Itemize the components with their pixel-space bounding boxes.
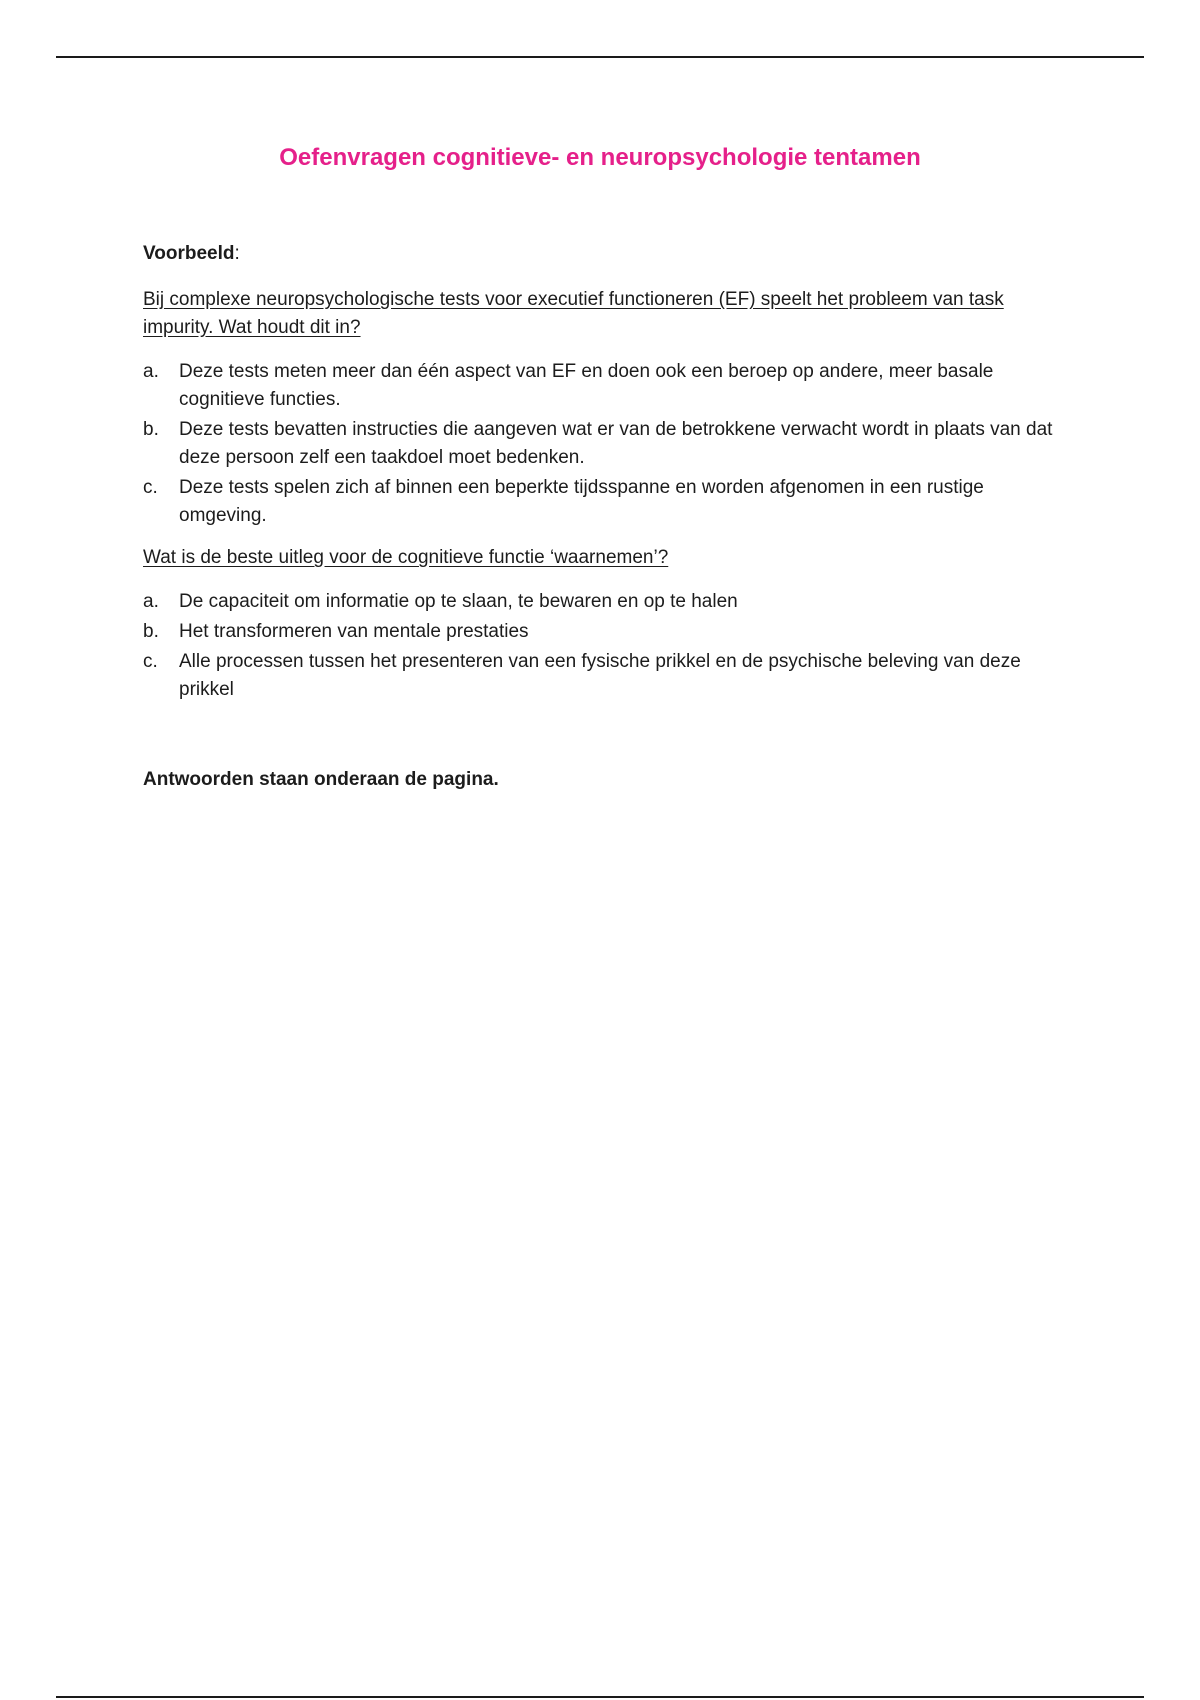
option-text: Alle processen tussen het presenteren van een fysische prikkel en de psychische beleving van deze prikkel xyxy=(179,651,1021,700)
document-body xyxy=(143,240,1063,813)
answers-note: Antwoorden staan onderaan de pagina. xyxy=(143,769,499,790)
question-text: Bij complexe neuropsychologische tests voor executief functioneren (EF) speelt het probleem van task impurity. Wat houdt dit in? xyxy=(143,289,1004,338)
intro-label-text: Voorbeeld xyxy=(143,243,235,264)
option-item xyxy=(143,588,1063,616)
option-item xyxy=(143,648,1063,704)
question-block xyxy=(143,286,1063,530)
option-list xyxy=(143,358,1063,530)
question-text: Wat is de beste uitleg voor de cognitieve functie ‘waarnemen’? xyxy=(143,547,669,568)
option-item xyxy=(143,618,1063,646)
option-item xyxy=(143,358,1063,414)
intro-label-colon: : xyxy=(234,243,240,264)
option-letter: a. xyxy=(143,361,159,382)
header-rule xyxy=(56,56,1144,58)
option-item xyxy=(143,474,1063,530)
option-list xyxy=(143,588,1063,704)
option-letter: c. xyxy=(143,651,158,672)
option-letter: c. xyxy=(143,477,158,498)
page-title: Oefenvragen cognitieve- en neuropsychologie tentamen xyxy=(279,144,921,171)
footer-rule xyxy=(56,1696,1144,1698)
option-item xyxy=(143,416,1063,472)
option-text: Het transformeren van mentale prestaties xyxy=(179,621,529,642)
option-letter: b. xyxy=(143,419,159,440)
option-text: Deze tests bevatten instructies die aangeven wat er van de betrokkene verwacht wordt in plaats van dat deze persoon zelf een taakdoel moet bedenken. xyxy=(179,419,1053,468)
option-text: Deze tests spelen zich af binnen een beperkte tijdsspanne en worden afgenomen in een rustige omgeving. xyxy=(179,477,984,526)
intro-label xyxy=(143,240,1063,268)
option-letter: a. xyxy=(143,591,159,612)
question-block xyxy=(143,544,1063,704)
option-text: Deze tests meten meer dan één aspect van EF en doen ook een beroep op andere, meer basale cognitieve functies. xyxy=(179,361,994,410)
option-text: De capaciteit om informatie op te slaan, te bewaren en op te halen xyxy=(179,591,738,612)
option-letter: b. xyxy=(143,621,159,642)
